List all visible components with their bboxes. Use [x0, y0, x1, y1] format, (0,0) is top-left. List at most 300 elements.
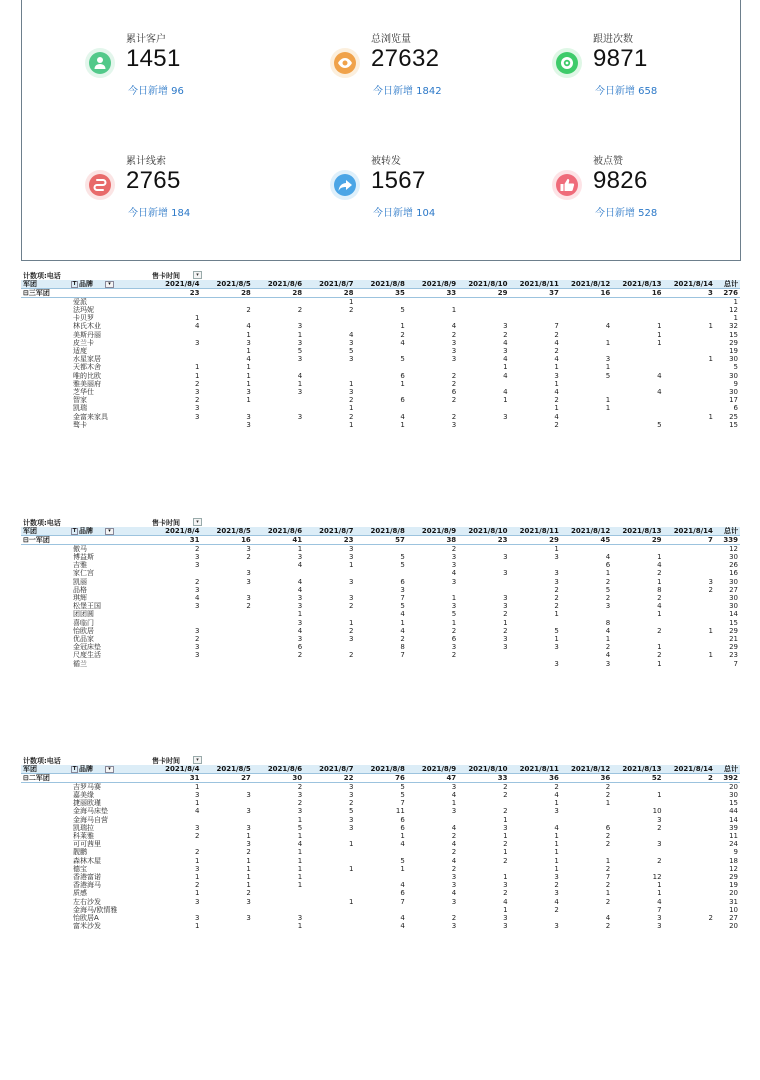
cell-value	[253, 396, 304, 404]
group-row[interactable]	[21, 774, 740, 783]
cell-value: 1	[195, 314, 200, 323]
row-total: 15	[729, 330, 738, 339]
group-value: 33	[458, 774, 509, 783]
date-header: 2021/8/9	[407, 280, 458, 289]
cell-value: 2	[451, 330, 457, 339]
cell-value	[561, 545, 612, 554]
cell-value	[664, 298, 715, 307]
cell-value	[356, 388, 407, 396]
brand-dropdown-button[interactable]: ▾	[105, 528, 114, 535]
cell-value: 1	[400, 832, 405, 841]
row-total: 16	[729, 569, 738, 578]
cell-value: 5	[605, 371, 611, 380]
cell-value: 1	[503, 848, 508, 857]
cell-value: 1	[605, 404, 611, 413]
row-total: 30	[729, 553, 738, 562]
date-header: 2021/8/9	[407, 765, 458, 774]
cell-value: 2	[195, 634, 200, 643]
cell-value	[458, 651, 509, 659]
group-value: 36	[510, 774, 561, 783]
cell-value: 1	[349, 298, 354, 306]
cell-value: 5	[400, 561, 405, 570]
table-row	[21, 799, 740, 807]
cell-value: 1	[195, 856, 200, 865]
date-header: 2021/8/6	[253, 280, 304, 289]
group-name: 二军团	[28, 774, 50, 782]
cell-value	[664, 396, 715, 404]
cell-value: 1	[297, 881, 303, 890]
cell-value: 3	[451, 561, 457, 570]
cell-value: 4	[195, 594, 200, 603]
stat-card	[85, 152, 285, 232]
cell-value	[304, 914, 355, 922]
cell-value: 3	[503, 322, 508, 331]
cell-value: 3	[349, 791, 354, 800]
brand-name: 喜临门	[73, 618, 95, 627]
cell-value: 1	[297, 832, 303, 841]
cell-value: 1	[657, 643, 662, 652]
cell-value	[664, 545, 715, 554]
date-header: 2021/8/7	[304, 280, 355, 289]
cell-value	[664, 619, 715, 627]
cell-value	[561, 388, 612, 396]
cell-value: 3	[451, 807, 457, 816]
cell-value	[201, 619, 252, 627]
cell-value: 2	[657, 594, 662, 603]
cell-value: 2	[349, 651, 354, 660]
cell-value: 2	[708, 913, 713, 922]
pivot-column-field: 售卡时间	[152, 519, 180, 527]
row-total: 20	[729, 889, 738, 898]
cell-value	[356, 906, 407, 914]
column-field-dropdown-button[interactable]: ▾	[193, 756, 202, 764]
cell-value: 2	[503, 783, 508, 791]
group-value: 16	[612, 289, 663, 298]
stat-value: 1451	[126, 45, 181, 72]
cell-value	[304, 586, 355, 594]
brand-name: 富米沙发	[73, 922, 102, 931]
cell-value: 2	[554, 905, 559, 914]
table-row	[21, 791, 740, 799]
cell-value	[407, 816, 458, 824]
cell-value: 6	[605, 561, 611, 570]
stat-label: 总浏览量	[371, 34, 411, 45]
group-value: 41	[253, 536, 304, 545]
cell-value: 1	[708, 651, 713, 660]
brand-name: 吉雅	[73, 561, 88, 570]
row-total: 44	[729, 807, 738, 816]
cell-value: 2	[451, 913, 457, 922]
filter-icon[interactable]: T	[72, 765, 77, 772]
cell-value: 2	[554, 396, 559, 405]
cell-value: 1	[554, 832, 559, 841]
cell-value: 1	[297, 922, 303, 931]
cell-value: 1	[657, 577, 662, 586]
cell-value	[458, 380, 509, 388]
group-value: 30	[253, 774, 304, 783]
pivot-header-row	[21, 765, 740, 774]
cell-value	[304, 848, 355, 856]
cell-value: 2	[349, 412, 354, 421]
cell-value	[150, 331, 201, 339]
group-value: 35	[356, 289, 407, 298]
cell-value: 1	[246, 396, 251, 405]
cell-value: 2	[605, 791, 611, 800]
cell-value	[561, 306, 612, 314]
cell-value: 1	[657, 791, 662, 800]
cell-value: 1	[708, 412, 713, 421]
cell-value	[304, 363, 355, 371]
cell-value: 1	[297, 545, 303, 553]
table-row	[21, 848, 740, 856]
row-total: 1	[733, 314, 738, 323]
cell-value: 1	[554, 379, 559, 388]
cell-value	[201, 783, 252, 792]
row-total: 14	[729, 815, 738, 824]
cell-value: 1	[605, 396, 611, 405]
table-row	[21, 586, 740, 594]
cell-value: 1	[297, 872, 303, 881]
cell-value: 5	[400, 783, 405, 791]
group-cell[interactable]	[21, 536, 69, 545]
user-icon	[85, 48, 115, 78]
cell-value	[664, 643, 715, 651]
date-header: 2021/8/8	[356, 280, 407, 289]
cell-value: 2	[451, 848, 457, 857]
cell-value	[356, 545, 407, 554]
group-value: 36	[561, 774, 612, 783]
pivot-filter-label: 计数项:电话	[23, 757, 61, 765]
cell-value: 3	[297, 412, 303, 421]
group-value: 29	[510, 536, 561, 545]
column-field-dropdown-button[interactable]: ▾	[193, 518, 202, 526]
group-row[interactable]	[21, 289, 740, 298]
cell-value: 3	[246, 807, 251, 816]
cell-value: 1	[297, 848, 303, 857]
cell-value: 5	[400, 856, 405, 865]
date-header: 2021/8/9	[407, 527, 458, 536]
table-row	[21, 643, 740, 651]
brand-name: 可可茜里	[73, 840, 102, 849]
cell-value	[664, 421, 715, 429]
table-row	[21, 412, 740, 420]
cell-value: 3	[195, 791, 200, 800]
cell-value	[561, 421, 612, 429]
cell-value	[561, 906, 612, 914]
column-field-dropdown-button[interactable]: ▾	[193, 271, 202, 279]
cell-value: 3	[297, 338, 303, 347]
cell-value: 3	[400, 585, 405, 594]
group-header: 军团	[21, 765, 69, 774]
cell-value	[458, 799, 509, 807]
cell-value: 4	[195, 322, 200, 331]
row-total: 30	[729, 371, 738, 380]
cell-value	[561, 807, 612, 815]
cell-value	[612, 832, 663, 840]
cell-value	[253, 298, 304, 307]
brand-dropdown-button[interactable]: ▾	[105, 766, 114, 773]
cell-value	[201, 906, 252, 914]
cell-value: 3	[349, 594, 354, 603]
pivot-filter-row	[21, 755, 740, 765]
table-row	[21, 331, 740, 339]
cell-value	[150, 347, 201, 355]
cell-value	[201, 627, 252, 635]
table-row	[21, 824, 740, 832]
cell-value	[407, 298, 458, 307]
table-row	[21, 298, 740, 307]
cell-value: 4	[400, 412, 405, 421]
cell-value	[664, 807, 715, 815]
cell-value: 3	[451, 643, 457, 652]
cell-value	[458, 298, 509, 307]
collapse-icon[interactable]: ⊟	[23, 289, 29, 297]
cell-value: 3	[605, 659, 611, 668]
cell-value	[150, 355, 201, 363]
cell-value: 3	[246, 840, 251, 849]
cell-value: 6	[400, 815, 405, 824]
cell-value: 7	[554, 322, 559, 331]
cell-value: 2	[451, 396, 457, 405]
cell-value	[561, 298, 612, 307]
cell-value: 6	[400, 396, 405, 405]
cell-value: 3	[195, 897, 200, 906]
cell-value: 1	[605, 634, 611, 643]
brand-name: 爱派	[73, 298, 88, 306]
brand-name: 法玛妮	[73, 306, 95, 315]
group-cell[interactable]	[21, 774, 69, 783]
cell-value	[510, 314, 561, 322]
cell-value	[356, 848, 407, 856]
table-row	[21, 306, 740, 314]
cell-value: 1	[657, 610, 662, 619]
group-value: 28	[253, 289, 304, 298]
date-header: 2021/8/12	[561, 527, 612, 536]
cell-value	[664, 594, 715, 602]
cell-value: 3	[349, 387, 354, 396]
group-value: 2	[664, 774, 715, 783]
cell-value: 3	[503, 823, 508, 832]
cell-value	[150, 610, 201, 618]
cell-value	[304, 906, 355, 914]
cell-value: 1	[605, 799, 611, 808]
eye-icon	[330, 48, 360, 78]
brand-name: 凯瑞拉	[73, 823, 95, 832]
cell-value	[612, 619, 663, 627]
table-row	[21, 857, 740, 865]
brand-name: 品格	[73, 585, 88, 594]
cell-value: 2	[605, 881, 611, 890]
cell-value: 3	[297, 594, 303, 603]
cell-value: 3	[503, 634, 508, 643]
cell-value: 1	[554, 856, 559, 865]
cell-value: 2	[451, 371, 457, 380]
brand-name: 傲马	[73, 545, 88, 553]
stat-today-new: 今日新增 184	[128, 208, 191, 219]
cell-value	[304, 322, 355, 330]
cell-value: 1	[503, 815, 508, 824]
cell-value: 1	[246, 864, 251, 873]
cell-value: 5	[400, 355, 405, 364]
cell-value: 1	[297, 864, 303, 873]
row-total: 25	[729, 412, 738, 421]
cell-value: 2	[503, 840, 508, 849]
cell-value: 7	[605, 872, 611, 881]
cell-value	[510, 619, 561, 627]
group-value: 37	[510, 289, 561, 298]
group-value: 22	[304, 774, 355, 783]
cell-value: 1	[246, 856, 251, 865]
cell-value: 1	[400, 322, 405, 331]
cell-value: 7	[400, 799, 405, 808]
cell-value: 2	[657, 856, 662, 865]
stat-card	[330, 30, 530, 110]
cell-value: 4	[503, 387, 508, 396]
group-value: 23	[150, 289, 201, 298]
stat-today-new: 今日新增 104	[373, 208, 436, 219]
row-total: 15	[729, 420, 738, 429]
cell-value: 5	[297, 347, 303, 356]
cell-value: 1	[605, 569, 611, 578]
cell-value: 4	[349, 330, 354, 339]
cell-value: 3	[349, 338, 354, 347]
cell-value: 2	[554, 330, 559, 339]
group-row[interactable]	[21, 536, 740, 545]
group-value: 57	[356, 536, 407, 545]
cell-value: 2	[297, 799, 303, 808]
brand-name: 松堡王国	[73, 602, 102, 611]
group-value: 28	[304, 289, 355, 298]
row-total: 9	[733, 379, 738, 388]
table-row	[21, 906, 740, 914]
brand-name: 卡贝罗	[73, 314, 95, 323]
brand-name: 琪辉	[73, 594, 88, 603]
row-total: 12	[729, 864, 738, 873]
table-row	[21, 578, 740, 586]
cell-value: 2	[605, 864, 611, 873]
brand-name: 适度	[73, 347, 88, 356]
cell-value: 1	[400, 864, 405, 873]
brand-name: 智家	[73, 396, 88, 405]
cell-value: 5	[605, 585, 611, 594]
cell-value	[253, 314, 304, 322]
cell-value: 2	[451, 545, 457, 553]
cell-value: 1	[246, 363, 251, 372]
cell-value	[201, 922, 252, 930]
date-header: 2021/8/12	[561, 765, 612, 774]
cell-value: 4	[246, 322, 251, 331]
row-total: 39	[729, 823, 738, 832]
row-total: 20	[729, 922, 738, 931]
cell-value: 2	[349, 799, 354, 808]
cell-value: 6	[400, 889, 405, 898]
cell-value: 2	[195, 379, 200, 388]
table-row	[21, 421, 740, 429]
cell-value: 1	[297, 330, 303, 339]
date-header: 2021/8/8	[356, 765, 407, 774]
cell-value: 1	[246, 371, 251, 380]
brand-name: 唯的比欧	[73, 371, 102, 380]
date-header: 2021/8/10	[458, 280, 509, 289]
cell-value: 6	[451, 634, 457, 643]
total-header: 总计	[715, 527, 740, 536]
row-total: 11	[729, 832, 738, 841]
row-total: 21	[729, 634, 738, 643]
collapse-icon[interactable]: ⊟	[23, 774, 29, 782]
cell-value	[304, 610, 355, 618]
cell-value	[664, 363, 715, 371]
cell-value	[561, 380, 612, 388]
date-header: 2021/8/5	[201, 765, 252, 774]
cell-value: 2	[451, 864, 457, 873]
row-total: 29	[729, 626, 738, 635]
cell-value: 6	[605, 823, 611, 832]
row-total: 1	[733, 298, 738, 306]
cell-value: 3	[297, 322, 303, 331]
row-total: 26	[729, 561, 738, 570]
brand-name: 质感	[73, 889, 88, 898]
cell-value	[253, 404, 304, 412]
cell-value	[612, 783, 663, 792]
cell-value	[664, 857, 715, 865]
cell-value: 2	[657, 651, 662, 660]
brand-dropdown-button[interactable]: ▾	[105, 281, 114, 288]
filter-icon[interactable]: T	[72, 527, 77, 534]
row-total: 32	[729, 322, 738, 331]
table-row	[21, 553, 740, 561]
cell-value: 2	[349, 306, 354, 315]
cell-value	[407, 659, 458, 667]
cell-value: 3	[195, 412, 200, 421]
cell-value: 3	[349, 783, 354, 791]
cell-value: 3	[297, 602, 303, 611]
filter-icon[interactable]: T	[72, 280, 77, 287]
cell-value: 4	[503, 355, 508, 364]
row-total: 30	[729, 387, 738, 396]
table-row	[21, 619, 740, 627]
cell-value: 2	[451, 379, 457, 388]
cell-value: 6	[400, 577, 405, 586]
cell-value: 8	[657, 585, 662, 594]
row-total: 30	[729, 577, 738, 586]
brand-name: 捷丽欧瑾	[73, 799, 102, 808]
cell-value: 1	[246, 330, 251, 339]
cell-value: 2	[554, 602, 559, 611]
cell-value: 1	[554, 634, 559, 643]
cell-value: 1	[349, 379, 354, 388]
cell-value	[664, 848, 715, 856]
cell-value	[458, 545, 509, 554]
cell-value: 1	[605, 363, 611, 372]
group-name: 一军团	[28, 536, 50, 544]
cell-value: 3	[554, 807, 559, 816]
cell-value: 1	[708, 322, 713, 331]
cell-value: 2	[605, 840, 611, 849]
cell-value: 2	[246, 848, 251, 857]
cell-value	[201, 651, 252, 659]
collapse-icon[interactable]: ⊟	[23, 536, 29, 544]
group-cell[interactable]	[21, 289, 69, 298]
cell-value: 1	[246, 881, 251, 890]
cell-value: 3	[503, 922, 508, 931]
pivot-column-field: 售卡时间	[152, 272, 180, 280]
pivot-filter-row	[21, 270, 740, 280]
date-header: 2021/8/8	[356, 527, 407, 536]
cell-value: 4	[605, 651, 611, 660]
cell-value: 1	[451, 306, 457, 315]
row-total: 29	[729, 338, 738, 347]
brand-header-cell	[69, 765, 150, 774]
